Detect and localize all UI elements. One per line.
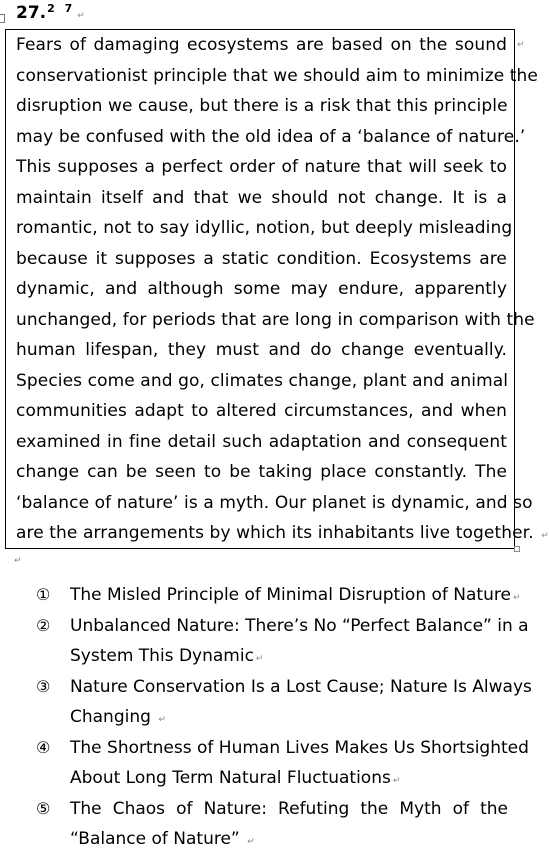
option-text <box>70 794 508 855</box>
passage-line: disruption we cause, but there is a risk that this principle <box>16 96 508 116</box>
paragraph-mark: ↵ <box>14 556 22 566</box>
option-line: The Chaos of Nature: Refuting the Myth of the <box>70 798 508 819</box>
paragraph-mark: ↵ <box>77 11 85 21</box>
passage-line: human lifespan, they must and do change eventually. <box>16 340 507 360</box>
paragraph-mark: ↵ <box>541 531 549 541</box>
option-5[interactable] <box>36 794 508 855</box>
paragraph-mark: ↵ <box>158 715 166 725</box>
option-line <box>70 824 508 855</box>
passage-line: maintain itself and that we should not change. It is a <box>16 187 507 208</box>
option-2[interactable] <box>36 611 529 672</box>
passage-line-text: are the arrangements by which its inhabitants live together. <box>16 523 534 543</box>
option-number: ② <box>36 615 51 635</box>
option-text <box>70 672 532 733</box>
option-line <box>70 580 521 611</box>
passage-line: This supposes a perfect order of nature that will seek to <box>16 157 507 177</box>
option-number: ① <box>36 585 51 604</box>
option-text <box>70 733 529 794</box>
passage-line: romantic, not to say idyllic, notion, but deeply misleading <box>16 218 513 238</box>
paragraph-mark: ↵ <box>247 837 255 847</box>
question-number: 27. <box>16 3 47 23</box>
option-line: Unbalanced Nature: There’s No “Perfect Balance” in a <box>70 615 529 636</box>
option-number: ⑤ <box>36 798 51 818</box>
option-line-text: System This Dynamic <box>70 646 254 666</box>
text-box-resize-handle[interactable] <box>514 546 520 552</box>
paragraph-mark: ↵ <box>392 776 401 786</box>
paragraph-mark: ↵ <box>255 654 264 664</box>
option-line-text: “Balance of Nature” <box>70 829 240 849</box>
option-1[interactable] <box>36 580 521 611</box>
passage-line: dynamic, and although some may endure, apparently <box>16 279 507 299</box>
passage-line: change can be seen to be taking place constantly. The <box>16 462 507 482</box>
paragraph-mark: ↵ <box>517 40 525 50</box>
passage-line: conservationist principle that we should aim to minimize the <box>16 65 538 86</box>
answer-options <box>36 580 532 855</box>
section-corner-marker <box>0 14 5 23</box>
passage-line: because it supposes a static condition. Ecosystems are <box>16 248 507 269</box>
option-line-text: About Long Term Natural Fluctuations <box>70 768 391 788</box>
option-number: ③ <box>36 676 51 696</box>
passage-line: Species come and go, climates change, plant and animal <box>16 370 509 391</box>
passage-text <box>16 30 549 549</box>
option-line <box>70 702 532 733</box>
option-text <box>70 580 521 611</box>
passage-line: communities adapt to altered circumstances, and when <box>16 401 507 421</box>
option-line <box>70 641 529 672</box>
option-3[interactable] <box>36 672 532 733</box>
question-superscript: 2 7 <box>47 2 76 15</box>
option-line: Nature Conservation Is a Lost Cause; Nature Is Always <box>70 676 532 697</box>
passage-line <box>16 518 549 549</box>
passage-line: examined in fine detail such adaptation and consequent <box>16 431 507 452</box>
option-line <box>70 763 529 794</box>
option-number: ④ <box>36 737 51 757</box>
passage-line: ‘balance of nature’ is a myth. Our planet is dynamic, and so <box>16 492 533 513</box>
passage-line: may be confused with the old idea of a ‘balance of nature.’ <box>16 126 526 147</box>
passage-line: Fears of damaging ecosystems are based on the sound <box>16 35 507 55</box>
option-text <box>70 611 529 672</box>
option-4[interactable] <box>36 733 529 794</box>
passage-line: unchanged, for periods that are long in comparison with the <box>16 309 535 330</box>
option-line: The Shortness of Human Lives Makes Us Shortsighted <box>70 737 529 758</box>
paragraph-mark: ↵ <box>512 593 521 603</box>
question-heading <box>16 2 85 27</box>
option-line-text: The Misled Principle of Minimal Disruption of Nature <box>70 585 511 605</box>
option-line-text: Changing <box>70 707 151 727</box>
